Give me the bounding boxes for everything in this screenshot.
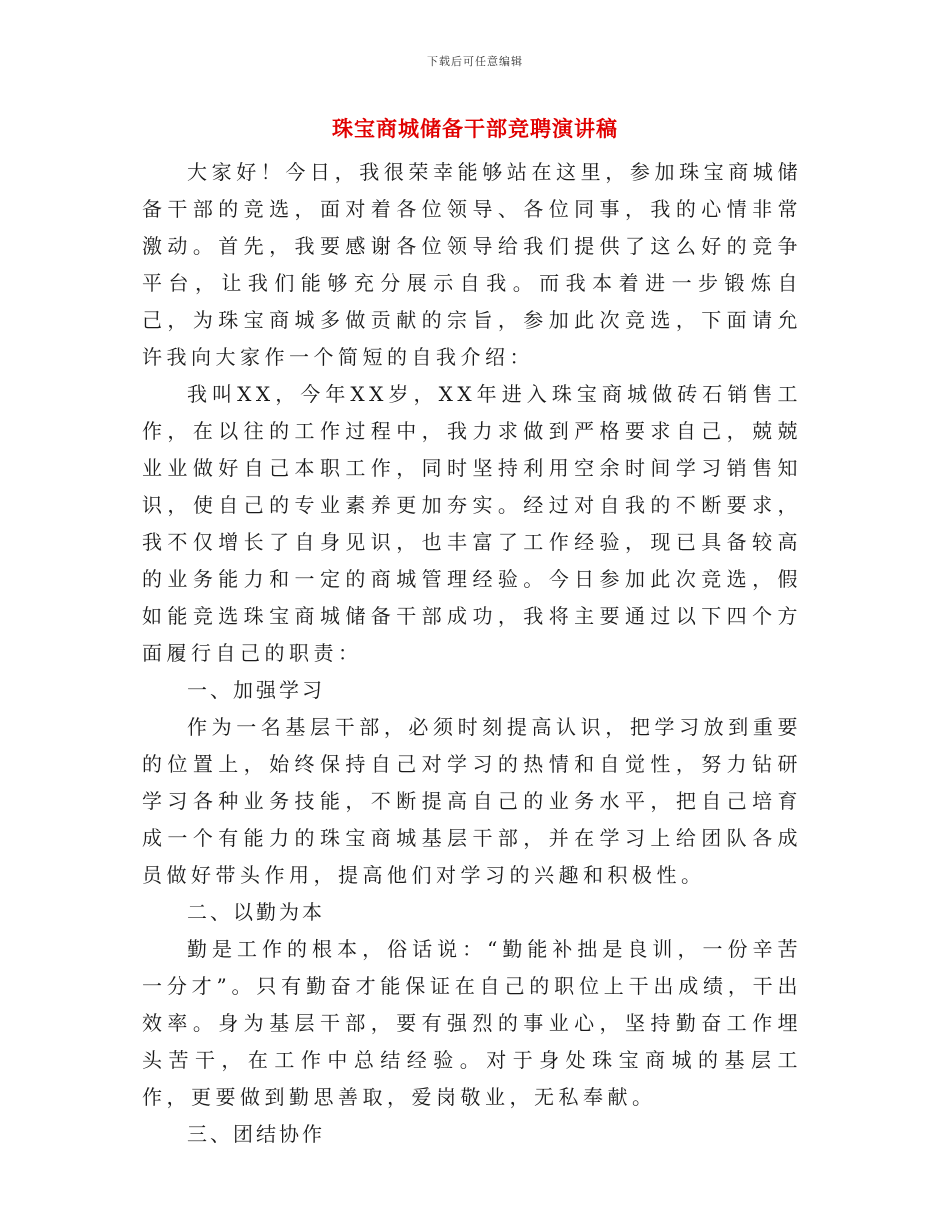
paragraph-self-introduction: 我叫XX，今年XX岁，XX年进入珠宝商城做砖石销售工作，在以往的工作过程中，我力求做到严格要求自己，兢兢业业做好自己本职工作，同时坚持利用空余时间学习销售知识，使自己的专业素养更加夯实。经过对自我的不断要求，我不仅增长了自身见识，也丰富了工作经验，现已具备较高的业务能力和一定的商城管理经验。今日参加此次竞选，假如能竞选珠宝商城储备干部成功，我将主要通过以下四个方面履行自己的职责： — [142, 382, 802, 665]
paragraph-intro: 大家好！今日，我很荣幸能够站在这里，参加珠宝商城储备干部的竞选，面对着各位领导、各位同事，我的心情非常激动。首先，我要感谢各位领导给我们提供了这么好的竞争平台，让我们能够充分展示自我。而我本着进一步锻炼自己，为珠宝商城多做贡献的宗旨，参加此次竞选，下面请允许我向大家作一个简短的自我介绍： — [142, 160, 802, 369]
document-body — [142, 154, 802, 1153]
section-heading-teamwork: 三、团结协作 — [187, 1122, 325, 1146]
paragraph-diligence: 勤是工作的根本，俗话说：“勤能补拙是良训，一份辛苦一分才”。只有勤奋才能保证在自己的职位上干出成绩，干出效率。身为基层干部，要有强烈的事业心，坚持勤奋工作埋头苦干，在工作中总结经验。对于身处珠宝商城的基层工作，更要做到勤思善取，爱岗敬业，无私奉献。 — [142, 937, 802, 1109]
section-heading-diligence: 二、以勤为本 — [187, 900, 325, 924]
section-heading-study: 一、加强学习 — [187, 678, 325, 702]
header-note: 下载后可任意编辑 — [427, 55, 523, 68]
paragraph-study: 作为一名基层干部，必须时刻提高认识，把学习放到重要的位置上，始终保持自己对学习的热情和自觉性，努力钻研学习各种业务技能，不断提高自己的业务水平，把自己培育成一个有能力的珠宝商城基层干部，并在学习上给团队各成员做好带头作用，提高他们对学习的兴趣和积极性。 — [142, 715, 802, 887]
document-title: 珠宝商城储备干部竞聘演讲稿 — [332, 116, 618, 141]
